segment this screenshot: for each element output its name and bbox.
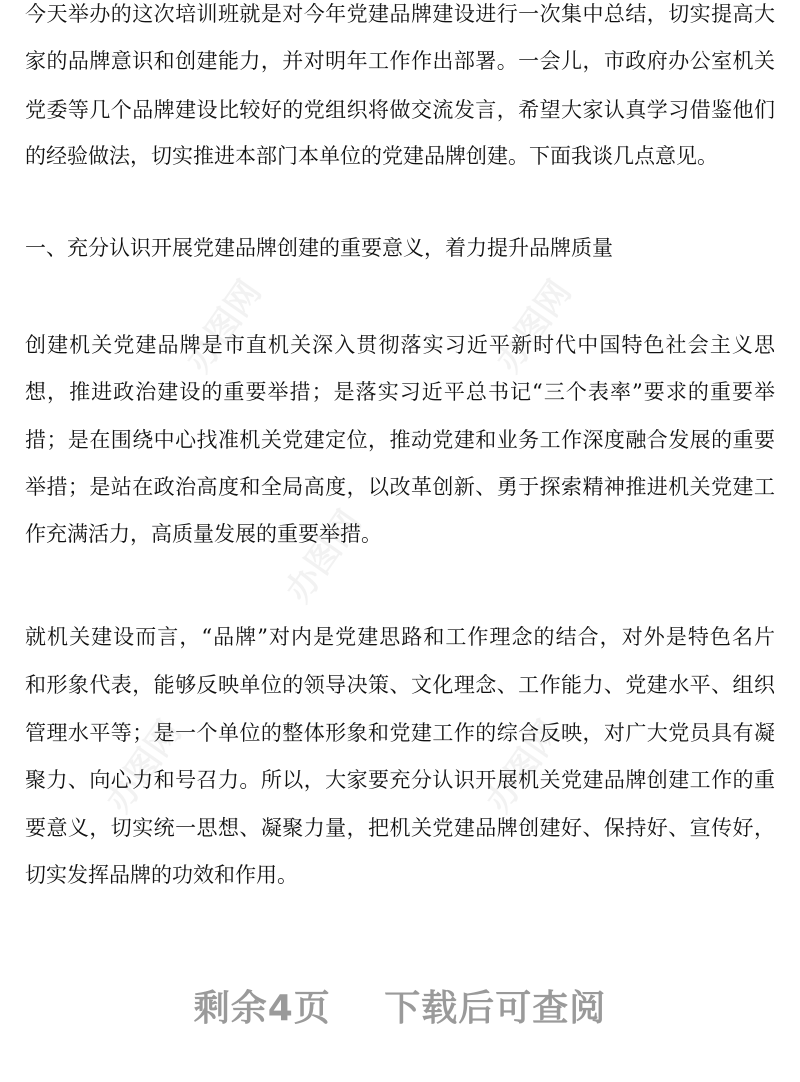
text-line: 要意义，切实统一思想、凝聚力量，把机关党建品牌创建好、保持好、宣传好， [25,816,775,840]
text-line: 作充满活力，高质量发展的重要举措。 [25,522,382,546]
text-line: 举措；是站在政治高度和全局高度，以改革创新、勇于探索精神推进机关党建工 [25,475,775,499]
text-line: 家的品牌意识和创建能力，并对明年工作作出部署。一会儿，市政府办公室机关 [25,49,775,73]
text-line: 和形象代表，能够反映单位的领导决策、文化理念、工作能力、党建水平、组织 [25,673,775,697]
watermark: 办图网 [488,273,580,380]
watermark: 办图网 [178,273,270,380]
download-to-view-label[interactable]: 下载后可查阅 [384,988,607,1029]
text-line: 的经验做法，切实推进本部门本单位的党建品牌创建。下面我谈几点意见。 [25,144,718,168]
remaining-pages-label: 剩余4页 [193,988,331,1029]
text-line: 聚力、向心力和号召力。所以，大家要充分认识开展机关党建品牌创建工作的重 [25,768,775,792]
text-line: 管理水平等；是一个单位的整体形象和党建工作的综合反映，对广大党员具有凝 [25,721,775,745]
watermark: 办图网 [478,713,570,820]
text-line: 措；是在围绕中心找准机关党建定位，推动党建和业务工作深度融合发展的重要 [25,428,775,452]
watermark: 办图网 [278,503,370,610]
text-line: 切实发挥品牌的功效和作用。 [25,863,298,887]
text-line: 想，推进政治建设的重要举措；是落实习近平总书记“三个表率”要求的重要举 [25,380,775,404]
text-line: 党委等几个品牌建设比较好的党组织将做交流发言，希望大家认真学习借鉴他们 [25,98,775,122]
section-heading: 一、充分认识开展党建品牌创建的重要意义，着力提升品牌质量 [25,236,613,260]
download-prompt[interactable] [0,980,800,1031]
text-line: 就机关建设而言，“品牌”对内是党建思路和工作理念的结合，对外是特色名片 [25,625,775,649]
text-line: 创建机关党建品牌是市直机关深入贯彻落实习近平新时代中国特色社会主义思 [25,333,775,357]
watermark: 办图网 [98,713,190,820]
text-line: 今天举办的这次培训班就是对今年党建品牌建设进行一次集中总结，切实提高大 [25,2,775,26]
